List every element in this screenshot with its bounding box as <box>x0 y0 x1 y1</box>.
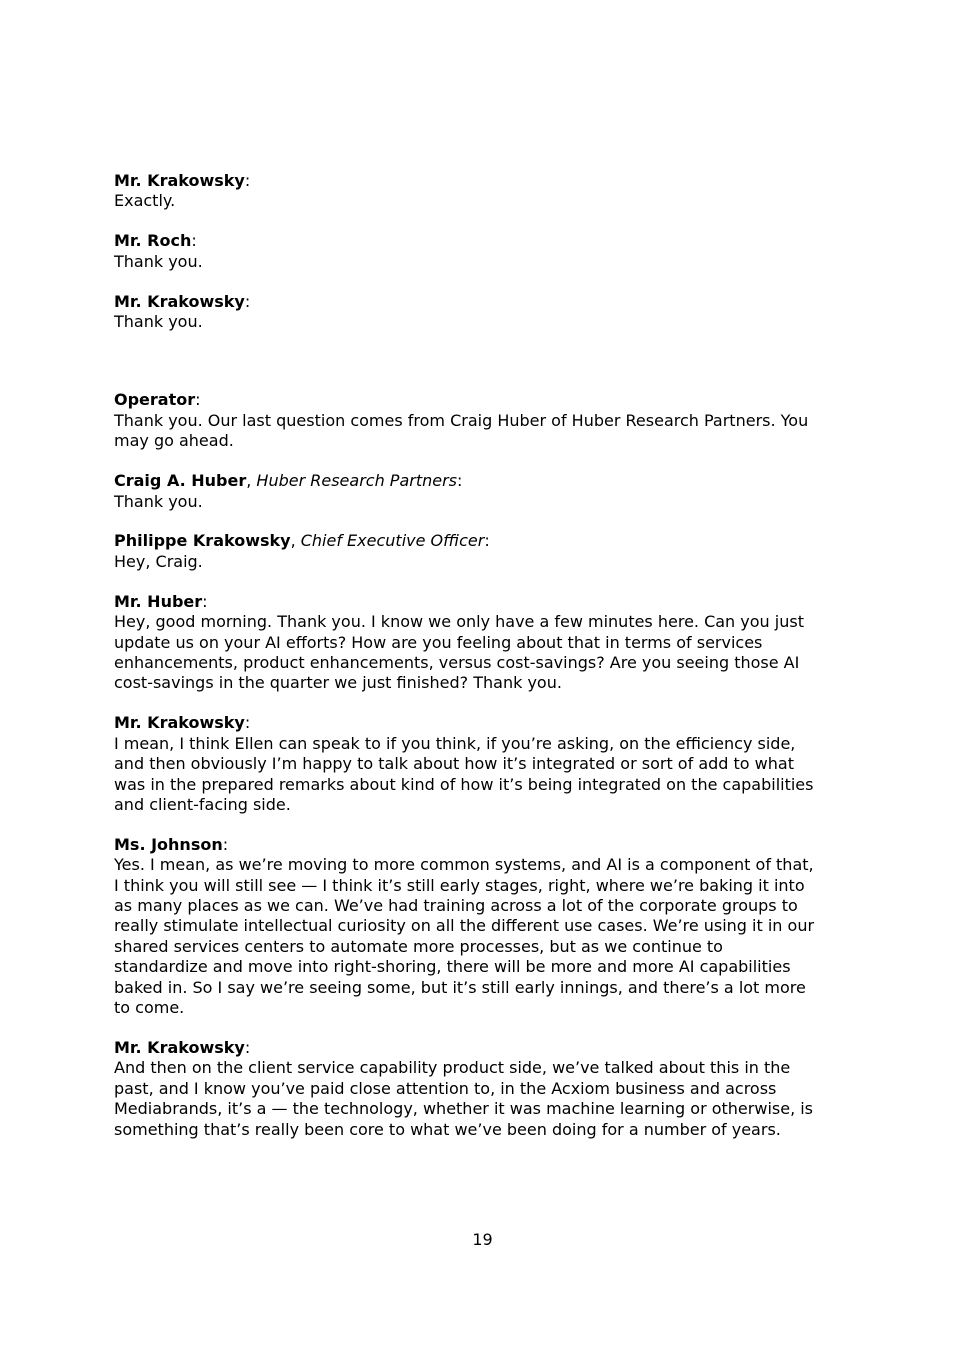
speaker-name: Operator <box>114 390 196 410</box>
transcript-entry <box>114 231 859 272</box>
speaker-line: Mr. Krakowsky: <box>114 291 251 311</box>
speaker-line: Operator: <box>114 390 201 410</box>
transcript-entry <box>114 471 859 512</box>
transcript-entry <box>114 171 859 212</box>
speaker-line: Mr. Krakowsky: <box>114 171 251 190</box>
statement-text: I mean, I think Ellen can speak to if you think, if you’re asking, on the efficiency side, and then obviously I’m happy to talk about how it’s integrated or sort of add to what was in the prepared remarks about kind of how it’s being integrated on the capabilities and client-facing side. <box>114 733 814 814</box>
transcript-page <box>114 171 859 1160</box>
speaker-line: Philippe Krakowsky, Chief Executive Officer: <box>114 531 490 551</box>
statement-text: Thank you. Our last question comes from Craig Huber of Huber Research Partners. You may go ahead. <box>114 410 809 451</box>
statement-text: Thank you. <box>114 251 203 271</box>
statement-text: Exactly. <box>114 191 176 211</box>
statement-text: Thank you. <box>114 312 203 332</box>
speaker-line: Mr. Roch: <box>114 231 197 251</box>
statement-text: And then on the client service capability product side, we’ve talked about this in the past, and I know you’ve paid close attention to, in the Acxiom business and across Mediabrands, it’s a — the technology, whether it was machine learning or otherwise, is something that’s really been core to what we’ve been doing for a number of years. <box>114 1058 814 1139</box>
transcript-entry <box>114 531 859 572</box>
statement-text: Thank you. <box>114 491 203 511</box>
speaker-name: Philippe Krakowsky <box>114 531 291 551</box>
statement-text: Yes. I mean, as we’re moving to more common systems, and AI is a component of that, I think you will still see — I think it’s still early stages, right, where we’re baking it into as many places as we can. We’ve had training across a lot of the corporate groups to really stimulate intellectual curiosity on all the different use cases. We’re using it in our shared services centers to automate more processes, but as we continue to standardize and move into right-shoring, there will be more and more AI capabilities baked in. So I say we’re seeing some, but it’s still early innings, and there’s a lot more to come. <box>114 855 815 1018</box>
speaker-affiliation: Huber Research Partners <box>256 471 458 491</box>
speaker-name: Mr. Roch <box>114 231 192 251</box>
speaker-name: Ms. Johnson <box>114 834 223 854</box>
statement-text: Hey, good morning. Thank you. I know we only have a few minutes here. Can you just update us on your AI efforts? How are you feeling about that in terms of services enhancements, product enhancements, versus cost-savings? Are you seeing those AI cost-savings in the quarter we just finished? Thank you. <box>114 612 804 693</box>
page-number: 19 <box>472 1230 493 1249</box>
speaker-name: Mr. Krakowsky <box>114 291 245 311</box>
statement-text: Hey, Craig. <box>114 551 203 571</box>
speaker-line: Mr. Huber: <box>114 591 208 611</box>
transcript-entry <box>114 713 859 815</box>
speaker-line: Ms. Johnson: <box>114 834 229 854</box>
speaker-line: Mr. Krakowsky: <box>114 713 251 733</box>
speaker-line: Mr. Krakowsky: <box>114 1038 251 1057</box>
speaker-line: Craig A. Huber, Huber Research Partners: <box>114 471 463 491</box>
transcript-entry <box>114 1038 859 1140</box>
transcript-entry <box>114 592 859 694</box>
speaker-name: Mr. Krakowsky <box>114 713 245 733</box>
transcript-entry <box>114 292 859 333</box>
speaker-name: Mr. Huber <box>114 591 203 611</box>
transcript-entry <box>114 835 859 1019</box>
speaker-name: Craig A. Huber <box>114 471 247 491</box>
speaker-name: Mr. Krakowsky <box>114 1038 245 1057</box>
speaker-title: Chief Executive Officer <box>300 531 485 551</box>
speaker-name: Mr. Krakowsky <box>114 171 245 190</box>
transcript-entry <box>114 390 859 451</box>
